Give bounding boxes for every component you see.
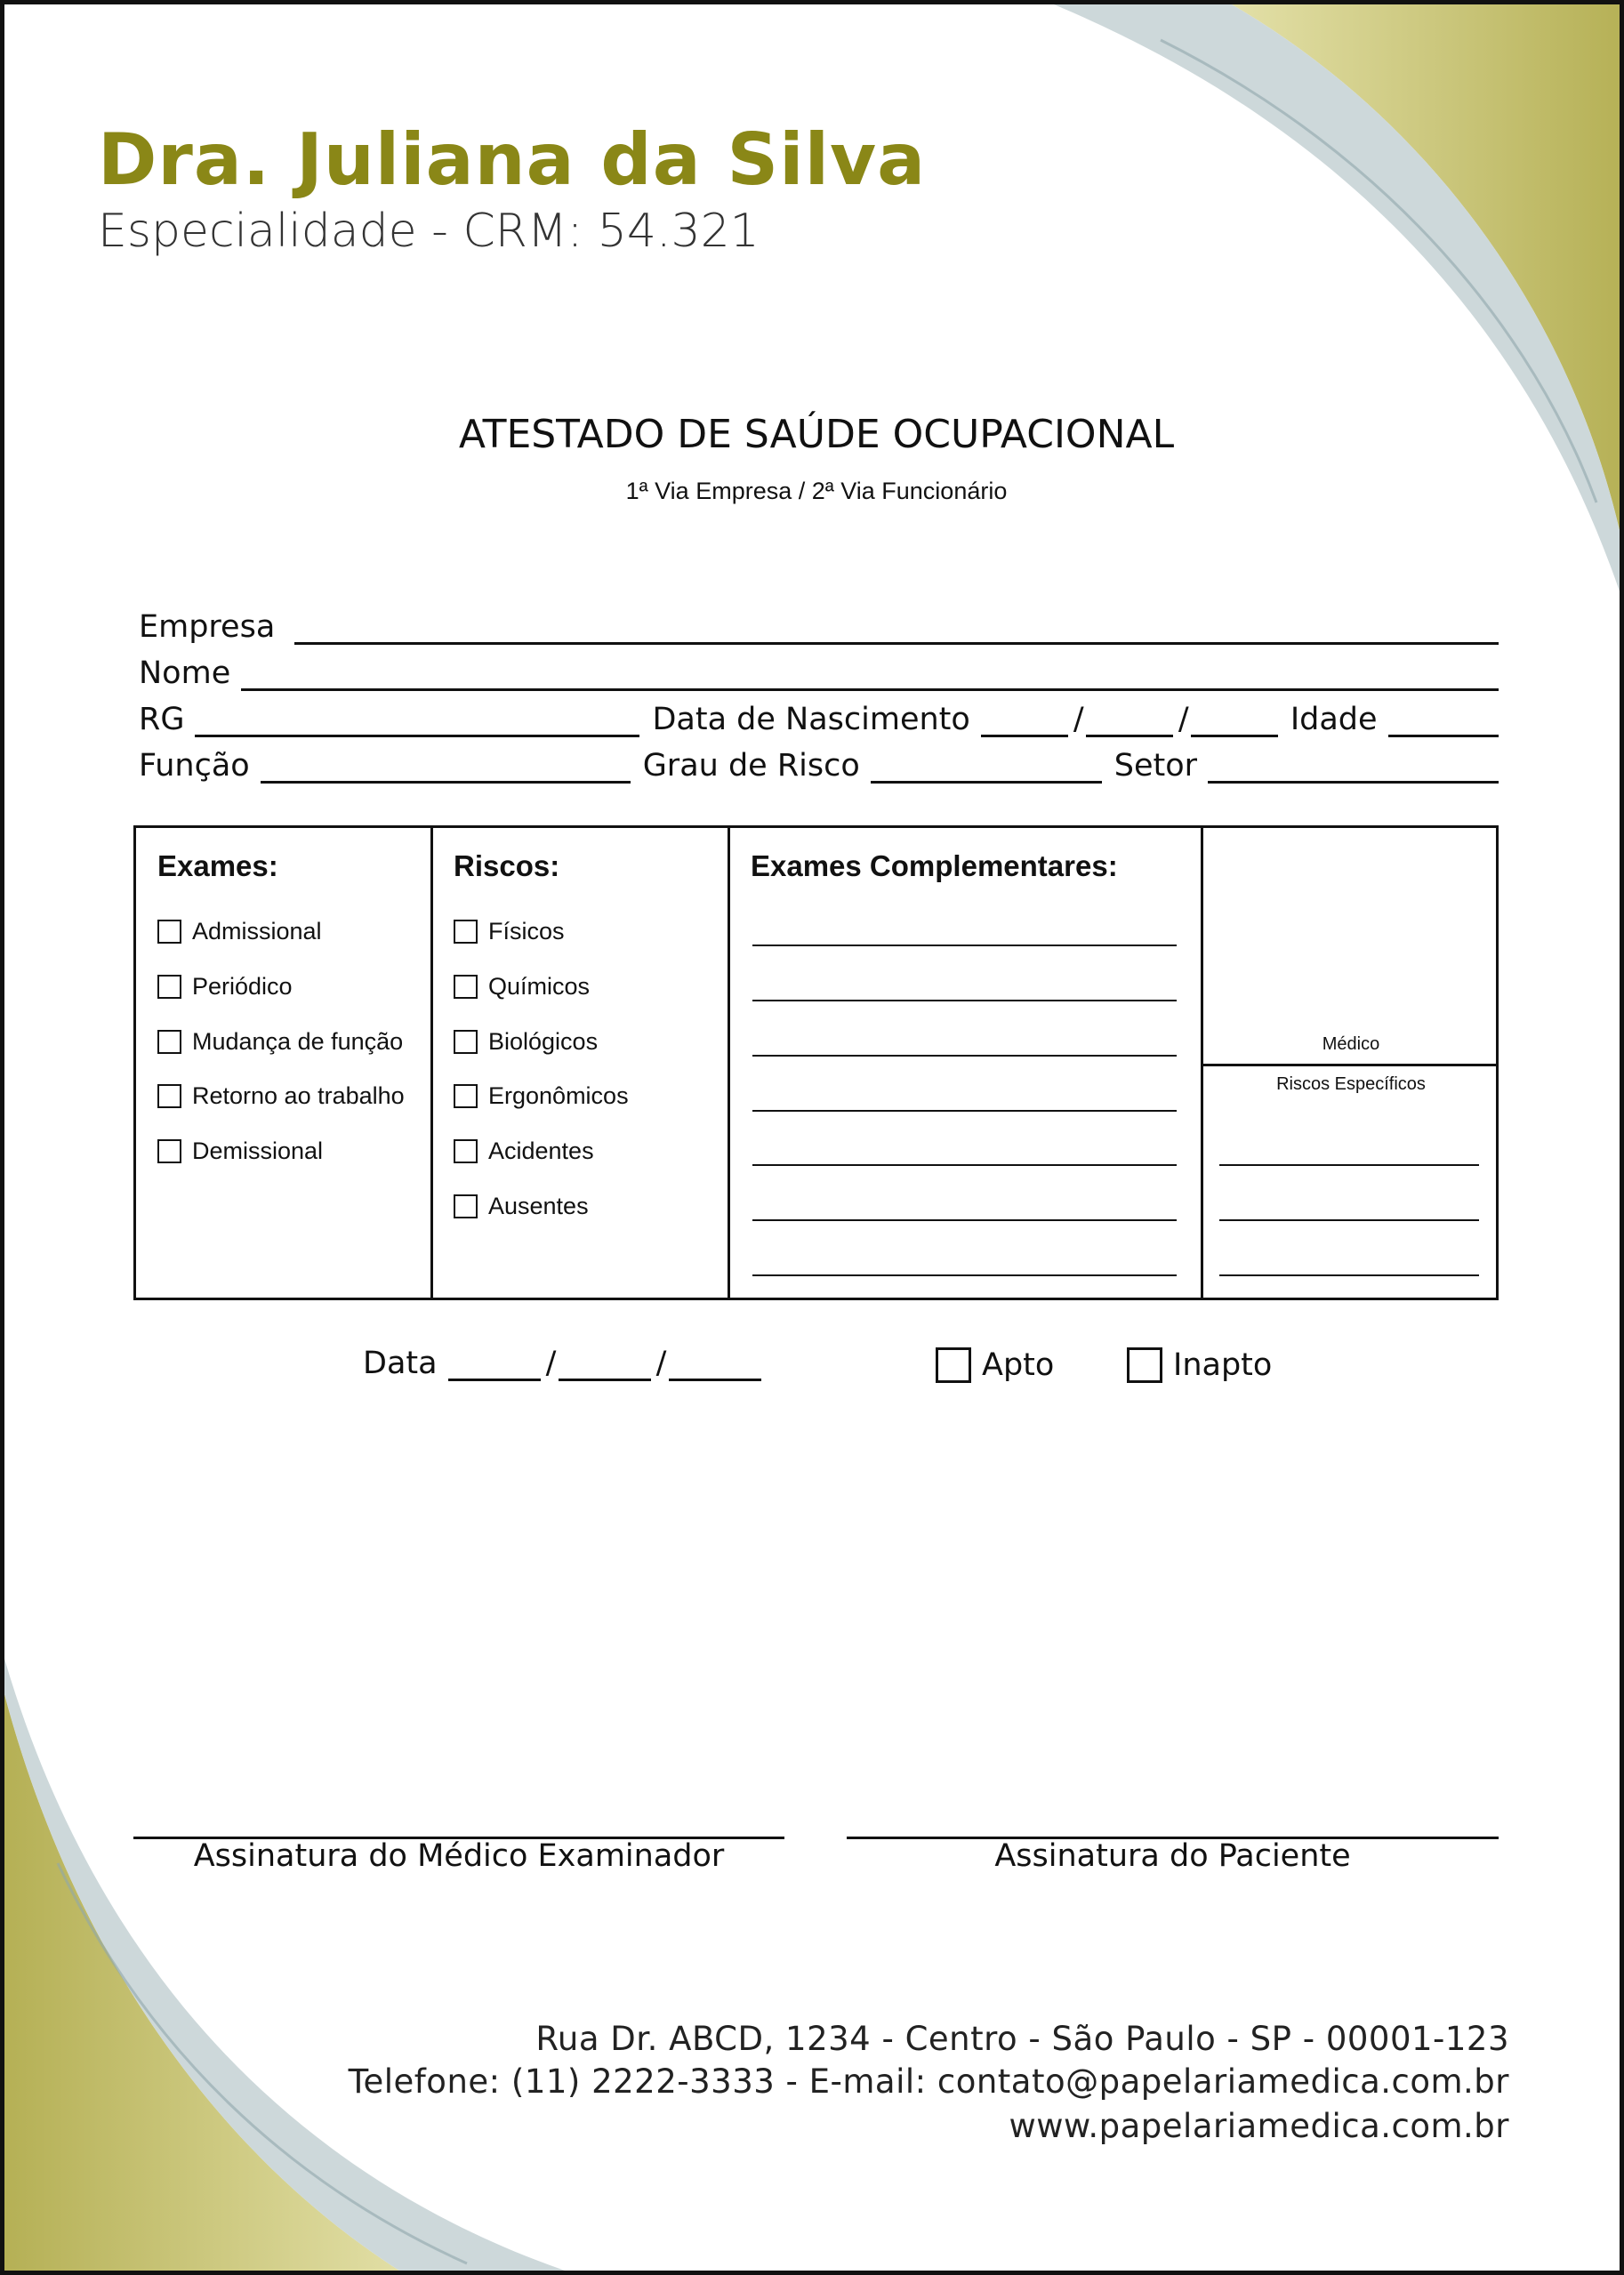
checkbox[interactable] [157, 1030, 181, 1054]
exam-date-row [363, 1345, 761, 1381]
footer-address: Rua Dr. ABCD, 1234 - Centro - São Paulo - SP - 00001-123 [535, 2020, 1509, 2058]
date-separator: / [655, 1346, 667, 1381]
checkbox[interactable] [454, 920, 478, 944]
checkbox[interactable] [454, 1030, 478, 1054]
apto-checkbox[interactable] [936, 1347, 971, 1383]
apto-label: Apto [982, 1347, 1055, 1383]
paciente-signature-label: Assinatura do Paciente [994, 1838, 1351, 1874]
checkbox[interactable] [454, 1139, 478, 1163]
nome-row [139, 652, 1499, 691]
checkbox-label: Ausentes [488, 1193, 589, 1219]
checkbox-item[interactable] [157, 1028, 403, 1056]
exam-ano-field[interactable] [669, 1345, 761, 1381]
checkbox-item[interactable] [454, 1138, 594, 1165]
checkbox-item[interactable] [157, 1138, 323, 1165]
checkbox-label: Físicos [488, 918, 565, 945]
setor-label: Setor [1113, 748, 1198, 784]
checkbox-label: Retorno ao trabalho [192, 1082, 405, 1109]
inapto-label: Inapto [1173, 1347, 1273, 1383]
document-title: ATESTADO DE SAÚDE OCUPACIONAL [458, 412, 1175, 457]
column-divider [728, 828, 730, 1298]
checkbox-item[interactable] [157, 918, 322, 945]
checkbox-item[interactable] [454, 918, 565, 945]
checkbox[interactable] [454, 975, 478, 999]
checkbox-label: Químicos [488, 973, 591, 1000]
riscos-heading: Riscos: [454, 849, 560, 882]
medico-signature-label: Assinatura do Médico Examinador [193, 1838, 725, 1874]
riscos-especificos-line[interactable] [1219, 1219, 1479, 1221]
exam-dia-field[interactable] [448, 1345, 541, 1381]
column-divider [430, 828, 433, 1298]
doctor-specialty: Especialidade - CRM: 54.321 [98, 205, 760, 258]
exam-mes-field[interactable] [559, 1345, 651, 1381]
nome-field[interactable] [241, 655, 1499, 691]
rg-field[interactable] [195, 701, 639, 737]
apto-option[interactable] [936, 1347, 1054, 1383]
riscos-especificos-line[interactable] [1219, 1274, 1479, 1276]
idade-field[interactable] [1388, 701, 1499, 737]
nome-label: Nome [139, 655, 231, 691]
empresa-field[interactable] [294, 608, 1499, 645]
checkbox[interactable] [454, 1084, 478, 1108]
checkbox-item[interactable] [454, 1193, 589, 1220]
checkbox-label: Ergonômicos [488, 1082, 629, 1109]
rg-row [139, 698, 1499, 737]
checkbox[interactable] [157, 1084, 181, 1108]
date-separator: / [1073, 702, 1084, 737]
complementares-line[interactable] [752, 1219, 1177, 1221]
empresa-row [139, 606, 1499, 645]
row-divider [1201, 1064, 1499, 1066]
checkbox-label: Periódico [192, 973, 293, 1000]
checkbox-item[interactable] [157, 1082, 405, 1110]
empresa-label: Empresa [139, 609, 276, 645]
checkbox-item[interactable] [454, 1028, 598, 1056]
data-nascimento-label: Data de Nascimento [652, 702, 970, 737]
funcao-field[interactable] [261, 747, 631, 784]
complementares-line[interactable] [752, 1164, 1177, 1166]
checkbox-label: Admissional [192, 918, 322, 945]
footer-contact: Telefone: (11) 2222-3333 - E-mail: contato@papelariamedica.com.br [348, 2062, 1509, 2101]
exams-grid [133, 825, 1499, 1300]
setor-field[interactable] [1208, 747, 1499, 784]
riscos-especificos-line[interactable] [1219, 1164, 1479, 1166]
doctor-name: Dra. Juliana da Silva [98, 118, 927, 201]
grau-risco-label: Grau de Risco [642, 748, 860, 784]
nascimento-ano-field[interactable] [1191, 701, 1278, 737]
checkbox[interactable] [157, 1139, 181, 1163]
grau-risco-field[interactable] [871, 747, 1102, 784]
complementares-line[interactable] [752, 1000, 1177, 1001]
date-separator: / [545, 1346, 557, 1381]
rg-label: RG [139, 702, 185, 737]
checkbox-label: Demissional [192, 1138, 324, 1164]
idade-label: Idade [1290, 702, 1378, 737]
exames-heading: Exames: [157, 849, 278, 882]
checkbox[interactable] [157, 975, 181, 999]
checkbox-item[interactable] [454, 1082, 629, 1110]
checkbox-item[interactable] [157, 973, 293, 1001]
checkbox[interactable] [157, 920, 181, 944]
column-divider [1201, 828, 1203, 1298]
checkbox-item[interactable] [454, 973, 590, 1001]
checkbox-label: Acidentes [488, 1138, 594, 1164]
riscos-especificos-label: Riscos Específicos [1276, 1074, 1426, 1094]
complementares-heading: Exames Complementares: [751, 849, 1118, 882]
funcao-row [139, 744, 1499, 784]
checkbox-label: Mudança de função [192, 1028, 404, 1055]
footer-website: www.papelariamedica.com.br [1009, 2107, 1509, 2145]
nascimento-dia-field[interactable] [981, 701, 1068, 737]
inapto-option[interactable] [1127, 1347, 1272, 1383]
complementares-line[interactable] [752, 1110, 1177, 1112]
nascimento-mes-field[interactable] [1086, 701, 1173, 737]
inapto-checkbox[interactable] [1127, 1347, 1162, 1383]
complementares-line[interactable] [752, 1055, 1177, 1057]
checkbox[interactable] [454, 1194, 478, 1218]
data-label: Data [363, 1346, 438, 1381]
complementares-line[interactable] [752, 1274, 1177, 1276]
checkbox-label: Biológicos [488, 1028, 599, 1055]
complementares-line[interactable] [752, 945, 1177, 946]
date-separator: / [1178, 702, 1189, 737]
document-subtitle: 1ª Via Empresa / 2ª Via Funcionário [625, 478, 1008, 504]
medico-label: Médico [1322, 1034, 1380, 1054]
funcao-label: Função [139, 748, 250, 784]
